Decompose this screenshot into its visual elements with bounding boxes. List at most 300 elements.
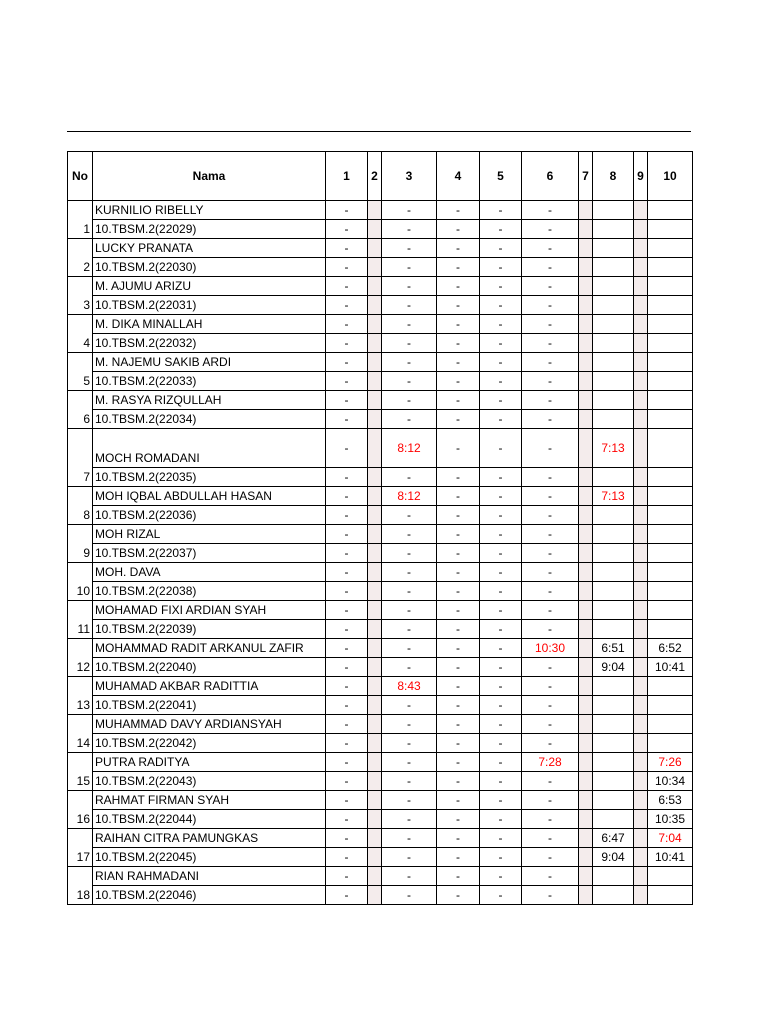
cell-col-1: - [326, 829, 368, 848]
cell-col-6: - [522, 353, 579, 372]
cell-col-1: - [326, 715, 368, 734]
student-name: LUCKY PRANATA [93, 239, 326, 258]
cell-col-8: 9:04 [593, 658, 634, 677]
header-2: 2 [368, 152, 382, 201]
table-row [68, 753, 693, 772]
cell-col-4: - [437, 258, 480, 277]
cell-col-9 [634, 677, 648, 696]
student-class: 10.TBSM.2(22039) [93, 620, 326, 639]
cell-col-8 [593, 353, 634, 372]
cell-col-7 [579, 429, 593, 468]
cell-col-10 [648, 734, 693, 753]
cell-col-6: - [522, 258, 579, 277]
cell-col-6: - [522, 296, 579, 315]
cell-col-4: - [437, 220, 480, 239]
cell-col-3: - [382, 886, 437, 905]
cell-col-2 [368, 848, 382, 867]
table-row [68, 429, 693, 468]
table-row [68, 391, 693, 410]
cell-col-10 [648, 334, 693, 353]
cell-col-6: 10:30 [522, 639, 579, 658]
cell-col-7 [579, 296, 593, 315]
table-row [68, 487, 693, 506]
cell-col-5: - [480, 582, 522, 601]
cell-col-8 [593, 772, 634, 791]
cell-col-1: - [326, 258, 368, 277]
cell-col-4: - [437, 848, 480, 867]
cell-col-1: - [326, 410, 368, 429]
table-row [68, 506, 693, 525]
cell-col-5: - [480, 239, 522, 258]
cell-col-1: - [326, 506, 368, 525]
table-row [68, 810, 693, 829]
cell-col-9 [634, 715, 648, 734]
cell-col-7 [579, 620, 593, 639]
cell-col-3: - [382, 848, 437, 867]
cell-col-9 [634, 429, 648, 468]
cell-col-9 [634, 487, 648, 506]
cell-col-10 [648, 258, 693, 277]
cell-col-5: - [480, 258, 522, 277]
cell-col-2 [368, 677, 382, 696]
cell-col-4: - [437, 867, 480, 886]
cell-col-1: - [326, 810, 368, 829]
row-number: 7 [68, 429, 93, 487]
cell-col-4: - [437, 353, 480, 372]
cell-col-4: - [437, 696, 480, 715]
cell-col-2 [368, 315, 382, 334]
student-class: 10.TBSM.2(22041) [93, 696, 326, 715]
cell-col-6: - [522, 715, 579, 734]
table-row [68, 353, 693, 372]
cell-col-2 [368, 886, 382, 905]
cell-col-4: - [437, 677, 480, 696]
cell-col-10: 10:41 [648, 848, 693, 867]
cell-col-8: 7:13 [593, 429, 634, 468]
header-no: No [68, 152, 93, 201]
row-number: 4 [68, 315, 93, 353]
cell-col-1: - [326, 277, 368, 296]
cell-col-8 [593, 677, 634, 696]
cell-col-7 [579, 277, 593, 296]
cell-col-5: - [480, 220, 522, 239]
cell-col-5: - [480, 620, 522, 639]
cell-col-8 [593, 372, 634, 391]
cell-col-9 [634, 544, 648, 563]
cell-col-8 [593, 620, 634, 639]
cell-col-7 [579, 848, 593, 867]
cell-col-1: - [326, 353, 368, 372]
cell-col-4: - [437, 239, 480, 258]
student-name: RIAN RAHMADANI [93, 867, 326, 886]
student-name: MOHAMMAD RADIT ARKANUL ZAFIR [93, 639, 326, 658]
cell-col-3: - [382, 334, 437, 353]
cell-col-6: - [522, 810, 579, 829]
cell-col-10: 7:04 [648, 829, 693, 848]
cell-col-5: - [480, 525, 522, 544]
cell-col-1: - [326, 867, 368, 886]
cell-col-6: - [522, 239, 579, 258]
cell-col-8 [593, 791, 634, 810]
cell-col-7 [579, 487, 593, 506]
cell-col-10 [648, 296, 693, 315]
cell-col-10 [648, 582, 693, 601]
cell-col-7 [579, 544, 593, 563]
cell-col-6: - [522, 563, 579, 582]
cell-col-5: - [480, 886, 522, 905]
cell-col-5: - [480, 601, 522, 620]
cell-col-5: - [480, 391, 522, 410]
cell-col-8: 6:47 [593, 829, 634, 848]
cell-col-7 [579, 582, 593, 601]
cell-col-2 [368, 487, 382, 506]
cell-col-2 [368, 734, 382, 753]
cell-col-7 [579, 506, 593, 525]
cell-col-3: - [382, 239, 437, 258]
cell-col-1: - [326, 391, 368, 410]
header-nama: Nama [93, 152, 326, 201]
cell-col-9 [634, 391, 648, 410]
cell-col-9 [634, 372, 648, 391]
cell-col-10 [648, 410, 693, 429]
cell-col-4: - [437, 753, 480, 772]
student-name: RAHMAT FIRMAN SYAH [93, 791, 326, 810]
cell-col-1: - [326, 734, 368, 753]
cell-col-8 [593, 468, 634, 487]
cell-col-10: 7:26 [648, 753, 693, 772]
cell-col-2 [368, 639, 382, 658]
cell-col-8 [593, 277, 634, 296]
cell-col-1: - [326, 658, 368, 677]
cell-col-2 [368, 772, 382, 791]
cell-col-4: - [437, 582, 480, 601]
header-7: 7 [579, 152, 593, 201]
cell-col-7 [579, 829, 593, 848]
cell-col-2 [368, 429, 382, 468]
student-class: 10.TBSM.2(22045) [93, 848, 326, 867]
table-row [68, 658, 693, 677]
cell-col-9 [634, 220, 648, 239]
cell-col-1: - [326, 601, 368, 620]
cell-col-10 [648, 201, 693, 220]
table-row [68, 410, 693, 429]
cell-col-7 [579, 810, 593, 829]
cell-col-6: - [522, 772, 579, 791]
cell-col-5: - [480, 334, 522, 353]
cell-col-10 [648, 563, 693, 582]
cell-col-1: - [326, 544, 368, 563]
top-rule [67, 131, 691, 132]
cell-col-9 [634, 772, 648, 791]
cell-col-1: - [326, 201, 368, 220]
cell-col-3: - [382, 829, 437, 848]
cell-col-3: - [382, 563, 437, 582]
cell-col-1: - [326, 696, 368, 715]
cell-col-10 [648, 525, 693, 544]
cell-col-6: - [522, 468, 579, 487]
cell-col-2 [368, 715, 382, 734]
cell-col-5: - [480, 563, 522, 582]
cell-col-9 [634, 582, 648, 601]
cell-col-1: - [326, 772, 368, 791]
cell-col-7 [579, 639, 593, 658]
cell-col-3: 8:12 [382, 429, 437, 468]
cell-col-6: - [522, 601, 579, 620]
cell-col-1: - [326, 791, 368, 810]
cell-col-6: - [522, 734, 579, 753]
table-row [68, 620, 693, 639]
student-name: MOH. DAVA [93, 563, 326, 582]
cell-col-9 [634, 296, 648, 315]
cell-col-2 [368, 582, 382, 601]
header-3: 3 [382, 152, 437, 201]
cell-col-6: - [522, 867, 579, 886]
header-6: 6 [522, 152, 579, 201]
student-class: 10.TBSM.2(22031) [93, 296, 326, 315]
cell-col-3: - [382, 296, 437, 315]
cell-col-7 [579, 658, 593, 677]
cell-col-3: - [382, 810, 437, 829]
attendance-table [67, 151, 693, 905]
cell-col-10 [648, 544, 693, 563]
cell-col-8 [593, 544, 634, 563]
student-name: M. NAJEMU SAKIB ARDI [93, 353, 326, 372]
cell-col-9 [634, 601, 648, 620]
cell-col-9 [634, 791, 648, 810]
student-class: 10.TBSM.2(22033) [93, 372, 326, 391]
cell-col-4: - [437, 791, 480, 810]
cell-col-8 [593, 315, 634, 334]
cell-col-7 [579, 734, 593, 753]
table-row [68, 791, 693, 810]
student-name: RAIHAN CITRA PAMUNGKAS [93, 829, 326, 848]
cell-col-3: - [382, 544, 437, 563]
cell-col-10 [648, 468, 693, 487]
cell-col-7 [579, 886, 593, 905]
row-number: 9 [68, 525, 93, 563]
cell-col-4: - [437, 429, 480, 468]
cell-col-9 [634, 410, 648, 429]
cell-col-9 [634, 525, 648, 544]
cell-col-9 [634, 734, 648, 753]
table-row [68, 696, 693, 715]
cell-col-2 [368, 258, 382, 277]
cell-col-8 [593, 715, 634, 734]
table-row [68, 544, 693, 563]
cell-col-2 [368, 391, 382, 410]
cell-col-8 [593, 886, 634, 905]
cell-col-8 [593, 525, 634, 544]
cell-col-1: - [326, 620, 368, 639]
cell-col-1: - [326, 563, 368, 582]
student-class: 10.TBSM.2(22037) [93, 544, 326, 563]
table-row [68, 772, 693, 791]
cell-col-8: 7:13 [593, 487, 634, 506]
cell-col-6: - [522, 391, 579, 410]
table-row [68, 334, 693, 353]
cell-col-10: 6:53 [648, 791, 693, 810]
cell-col-7 [579, 772, 593, 791]
student-name: MUHAMAD AKBAR RADITTIA [93, 677, 326, 696]
cell-col-2 [368, 525, 382, 544]
cell-col-8 [593, 201, 634, 220]
cell-col-7 [579, 353, 593, 372]
cell-col-5: - [480, 658, 522, 677]
cell-col-4: - [437, 563, 480, 582]
cell-col-8 [593, 410, 634, 429]
cell-col-2 [368, 410, 382, 429]
cell-col-1: - [326, 525, 368, 544]
table-row [68, 829, 693, 848]
cell-col-10: 6:52 [648, 639, 693, 658]
cell-col-2 [368, 506, 382, 525]
cell-col-3: - [382, 867, 437, 886]
cell-col-5: - [480, 468, 522, 487]
student-class: 10.TBSM.2(22029) [93, 220, 326, 239]
header-1: 1 [326, 152, 368, 201]
table-row [68, 468, 693, 487]
row-number: 5 [68, 353, 93, 391]
cell-col-1: - [326, 220, 368, 239]
cell-col-5: - [480, 772, 522, 791]
cell-col-4: - [437, 468, 480, 487]
table-row [68, 886, 693, 905]
cell-col-2 [368, 810, 382, 829]
cell-col-3: 8:43 [382, 677, 437, 696]
cell-col-2 [368, 544, 382, 563]
student-class: 10.TBSM.2(22046) [93, 886, 326, 905]
table-row [68, 734, 693, 753]
row-number: 14 [68, 715, 93, 753]
cell-col-2 [368, 620, 382, 639]
cell-col-9 [634, 258, 648, 277]
cell-col-4: - [437, 886, 480, 905]
cell-col-3: - [382, 468, 437, 487]
cell-col-8 [593, 734, 634, 753]
cell-col-8 [593, 753, 634, 772]
cell-col-1: - [326, 468, 368, 487]
row-number: 17 [68, 829, 93, 867]
cell-col-4: - [437, 506, 480, 525]
cell-col-3: - [382, 410, 437, 429]
cell-col-7 [579, 601, 593, 620]
cell-col-10: 10:34 [648, 772, 693, 791]
cell-col-1: - [326, 639, 368, 658]
cell-col-10 [648, 391, 693, 410]
cell-col-8 [593, 334, 634, 353]
row-number: 13 [68, 677, 93, 715]
table-row [68, 848, 693, 867]
cell-col-4: - [437, 487, 480, 506]
student-name: PUTRA RADITYA [93, 753, 326, 772]
cell-col-6: - [522, 410, 579, 429]
cell-col-10 [648, 429, 693, 468]
cell-col-8 [593, 220, 634, 239]
cell-col-5: - [480, 753, 522, 772]
cell-col-1: - [326, 487, 368, 506]
table-row [68, 220, 693, 239]
cell-col-4: - [437, 334, 480, 353]
cell-col-2 [368, 601, 382, 620]
cell-col-4: - [437, 544, 480, 563]
cell-col-9 [634, 334, 648, 353]
cell-col-8 [593, 296, 634, 315]
cell-col-8 [593, 601, 634, 620]
row-number: 18 [68, 867, 93, 905]
cell-col-5: - [480, 487, 522, 506]
student-class: 10.TBSM.2(22038) [93, 582, 326, 601]
cell-col-2 [368, 277, 382, 296]
cell-col-5: - [480, 848, 522, 867]
cell-col-6: - [522, 829, 579, 848]
cell-col-3: - [382, 201, 437, 220]
row-number: 10 [68, 563, 93, 601]
cell-col-2 [368, 296, 382, 315]
student-name: MOH IQBAL ABDULLAH HASAN [93, 487, 326, 506]
cell-col-4: - [437, 734, 480, 753]
cell-col-1: - [326, 886, 368, 905]
table-row [68, 201, 693, 220]
header-8: 8 [593, 152, 634, 201]
cell-col-5: - [480, 372, 522, 391]
cell-col-7 [579, 239, 593, 258]
table-row [68, 639, 693, 658]
cell-col-7 [579, 315, 593, 334]
cell-col-2 [368, 829, 382, 848]
cell-col-6: - [522, 582, 579, 601]
cell-col-9 [634, 620, 648, 639]
cell-col-4: - [437, 525, 480, 544]
cell-col-9 [634, 810, 648, 829]
cell-col-7 [579, 715, 593, 734]
cell-col-8 [593, 506, 634, 525]
cell-col-4: - [437, 296, 480, 315]
cell-col-2 [368, 201, 382, 220]
cell-col-8 [593, 696, 634, 715]
cell-col-7 [579, 220, 593, 239]
cell-col-7 [579, 201, 593, 220]
cell-col-7 [579, 563, 593, 582]
row-number: 16 [68, 791, 93, 829]
cell-col-8 [593, 582, 634, 601]
cell-col-7 [579, 677, 593, 696]
cell-col-6: - [522, 334, 579, 353]
cell-col-4: - [437, 715, 480, 734]
cell-col-10 [648, 677, 693, 696]
cell-col-9 [634, 506, 648, 525]
cell-col-5: - [480, 277, 522, 296]
cell-col-7 [579, 525, 593, 544]
cell-col-9 [634, 353, 648, 372]
row-number: 2 [68, 239, 93, 277]
cell-col-4: - [437, 810, 480, 829]
cell-col-2 [368, 563, 382, 582]
cell-col-10 [648, 220, 693, 239]
cell-col-6: - [522, 544, 579, 563]
cell-col-9 [634, 886, 648, 905]
cell-col-10 [648, 277, 693, 296]
cell-col-4: - [437, 772, 480, 791]
table-row [68, 867, 693, 886]
cell-col-4: - [437, 391, 480, 410]
cell-col-8: 6:51 [593, 639, 634, 658]
table-row [68, 258, 693, 277]
cell-col-4: - [437, 372, 480, 391]
cell-col-3: - [382, 715, 437, 734]
cell-col-3: 8:12 [382, 487, 437, 506]
cell-col-8 [593, 867, 634, 886]
cell-col-3: - [382, 391, 437, 410]
